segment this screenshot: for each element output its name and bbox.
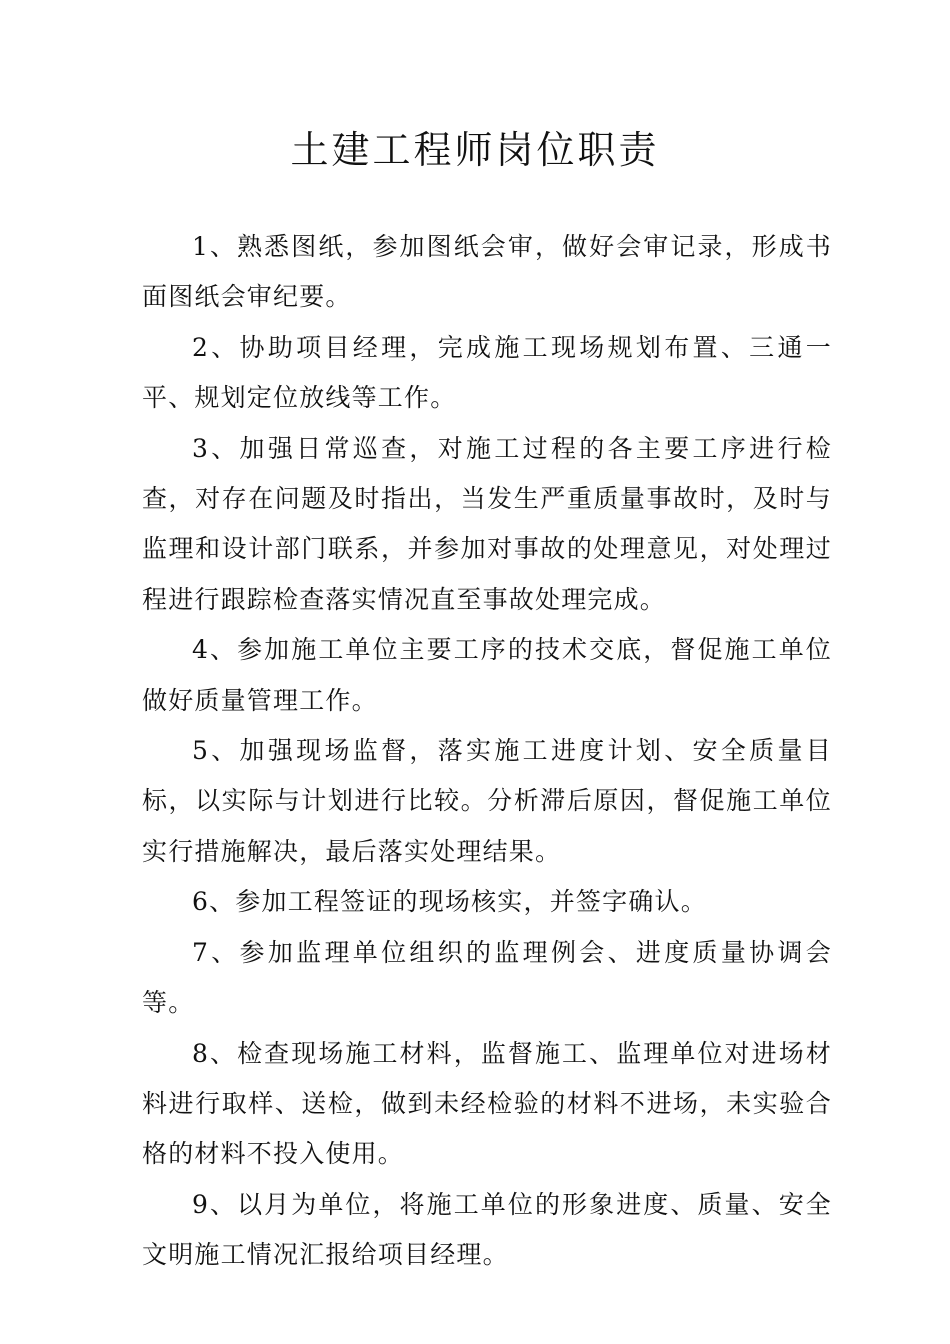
duty-item-1: 1、熟悉图纸，参加图纸会审，做好会审记录，形成书面图纸会审纪要。 (142, 232, 832, 312)
duty-item-6: 6、参加工程签证的现场核实，并签字确认。 (192, 887, 707, 917)
document-body (142, 222, 832, 1281)
page-title: 土建工程师岗位职责 (290, 128, 660, 172)
duty-item-7: 7、参加监理单位组织的监理例会、进度质量协调会等。 (142, 937, 832, 1018)
duty-item-9: 9、以月为单位，将施工单位的形象进度、质量、安全文明施工情况汇报给项目经理。 (142, 1189, 832, 1270)
duty-item-5: 5、加强现场监督，落实施工进度计划、安全质量目标，以实际与计划进行比较。分析滞后原因，督促施工单位实行措施解决，最后落实处理结果。 (142, 736, 832, 866)
duty-item-3: 3、加强日常巡查，对施工过程的各主要工序进行检查，对存在问题及时指出，当发生严重质量事故时，及时与监理和设计部门联系，并参加对事故的处理意见，对处理过程进行跟踪检查落实情况直至事故处理完成。 (142, 433, 832, 614)
duty-item-4: 4、参加施工单位主要工序的技术交底，督促施工单位做好质量管理工作。 (142, 635, 832, 715)
duty-item-8: 8、检查现场施工材料，监督施工、监理单位对进场材料进行取样、送检，做到未经检验的材料不进场，未实验合格的材料不投入使用。 (142, 1038, 832, 1169)
duty-item-2: 2、协助项目经理，完成施工现场规划布置、三通一平、规划定位放线等工作。 (142, 332, 832, 413)
